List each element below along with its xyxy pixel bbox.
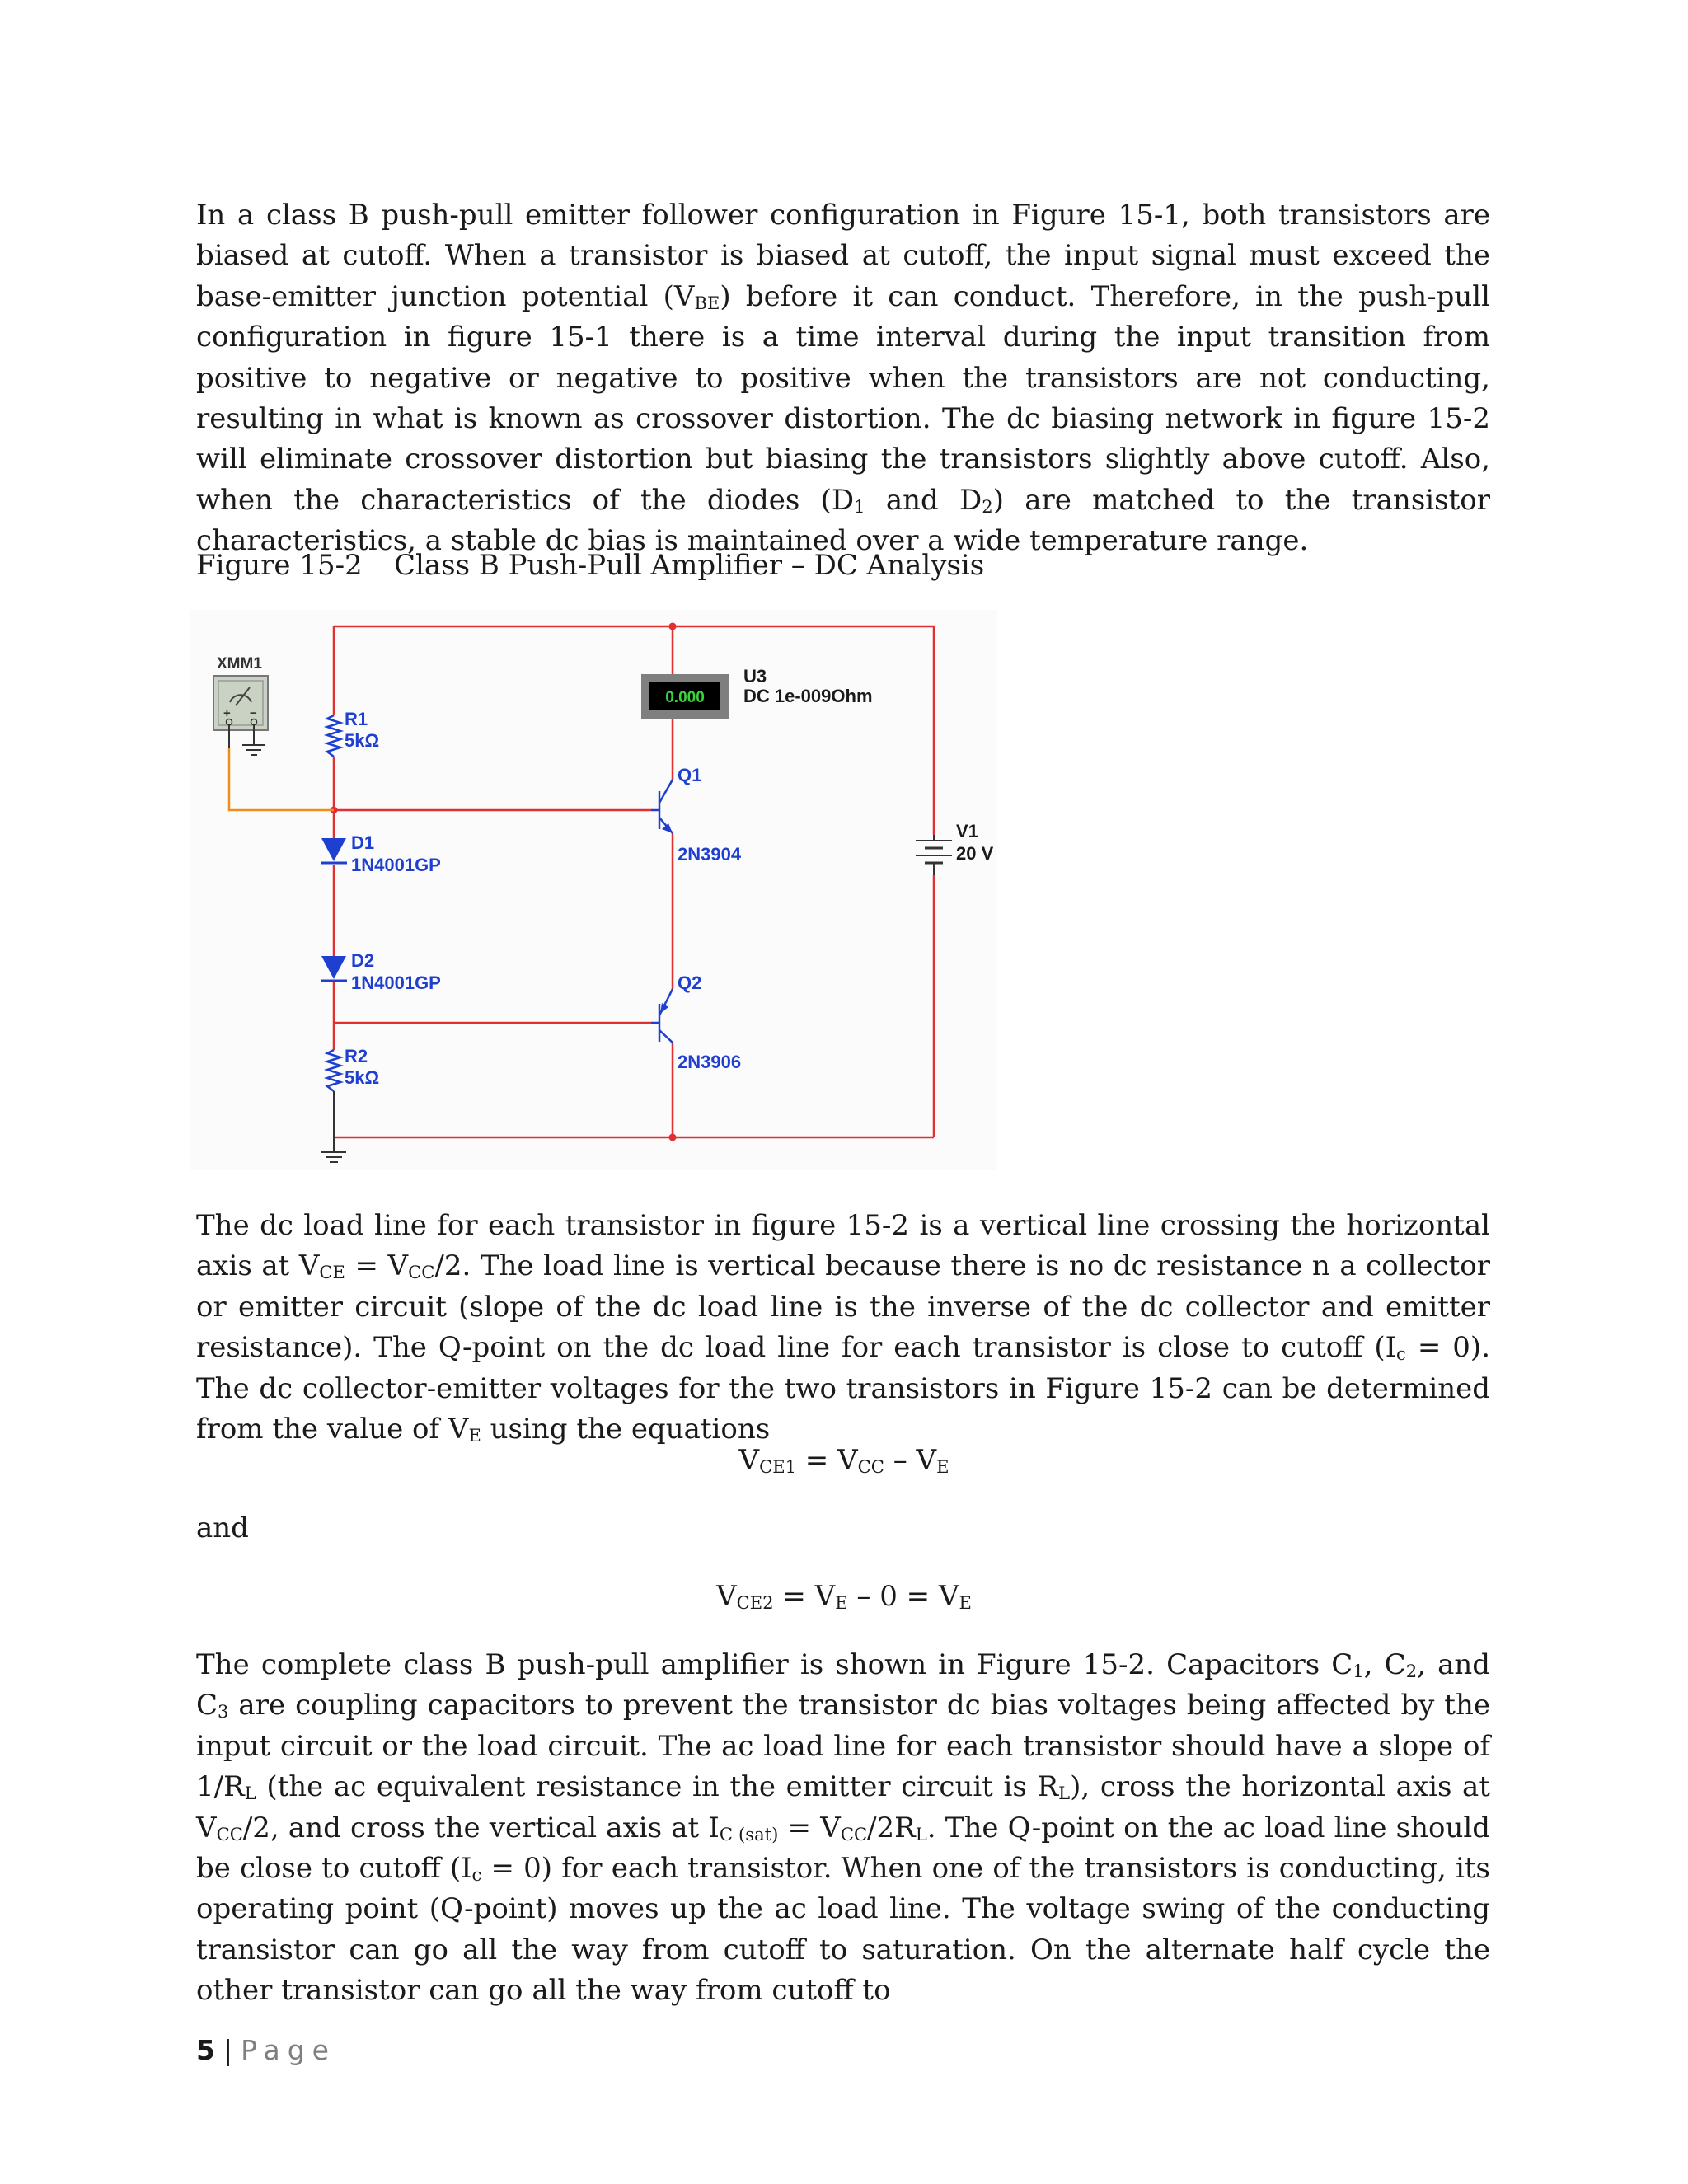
page-number: 5 [196, 2034, 215, 2066]
r2-name: R2 [345, 1046, 368, 1066]
and-text: and [196, 1511, 249, 1544]
multimeter-plus: + [223, 706, 231, 720]
page-footer [196, 2032, 336, 2069]
figure-title: Class B Push-Pull Amplifier – DC Analysis [394, 549, 985, 582]
multimeter-label: XMM1 [217, 655, 262, 673]
r1-value: 5kΩ [345, 730, 380, 751]
intro-paragraph: In a class B push-pull emitter follower configuration in Figure 15-1, both transistors are biased at cutoff. When a transistor is biased at cutoff, the input signal must exceed the base-emitter junction potential $(V_{BE})$ before it can conduct. Therefore, in the push-pull configuration in figure 15-1 there is a time interval during the input transition from positive to negative or negative to positive when the transistors are not conducting, resulting in what is known as crossover distortion. The dc biasing network in figure 15-2 will eliminate crossover distortion but biasing the transistors slightly above cutoff. Also, when the characteristics of the diodes ($D_1$ and $D_2$) are matched to the transistor characteristics, a stable dc bias is maintained over a wide temperature range. [196, 199, 1490, 558]
ammeter-spec: DC 1e-009Ohm [743, 686, 873, 706]
d1-name: D1 [351, 832, 375, 853]
equation-vce2: $V_{CE2} = V_E - 0 = V_E$ [716, 1580, 972, 1613]
schematic-background [190, 610, 997, 1170]
ammeter-name: U3 [743, 666, 767, 687]
d1-model: 1N4001GP [351, 855, 441, 875]
q2-model: 2N3906 [678, 1052, 742, 1072]
q2-name: Q2 [678, 972, 702, 993]
footer-separator: | [223, 2034, 233, 2066]
q1-name: Q1 [678, 765, 702, 785]
q1-model: 2N3904 [678, 844, 742, 865]
figure-number: Figure 15-2 [196, 549, 363, 582]
v1-name: V1 [956, 821, 978, 841]
multimeter[interactable] [213, 676, 268, 730]
d2-name: D2 [351, 950, 375, 971]
equation-vce1: $V_{CE1} = V_{CC} - V_E$ [738, 1444, 950, 1477]
ammeter-reading: 0.000 [665, 689, 705, 706]
page-word: Page [241, 2034, 336, 2066]
dc-load-line-paragraph: The dc load line for each transistor in figure 15-2 is a vertical line crossing the horizontal axis at $V_{CE} = V_{CC}/2$. The load line is vertical because there is no dc resistance n a collector or emitter circuit (slope of the dc load line is the inverse of the dc collector and emitter resistance). The Q-point on the dc load line for each transistor is close to cutoff $(I_c = 0)$. The dc collector-emitter voltages for the two transistors in Figure 15-2 can be determined from the value of $V_E$ using the equations [196, 1209, 1491, 1446]
d2-model: 1N4001GP [351, 972, 441, 993]
amplifier-paragraph: The complete class B push-pull amplifier is shown in Figure 15-2. Capacitors $C_1$, $C_2$, and $C_3$ are coupling capacitors to prevent the transistor dc bias voltages being affected by the input circuit or the load circuit. The ac load line for each transistor should have a slope of $1/R_L$ (the ac equivalent resistance in the emitter circuit is $R_L$), cross the horizontal axis at $V_{CC}/2$, and cross the vertical axis at $I_{C (sat)} = V_{CC}/2R_L$. The Q-point on the ac load line should be close to cutoff $(I_c = 0)$ for each transistor. When one of the transistors is conducting, its operating point (Q-point) moves up the ac load line. The voltage swing of the conducting transistor can go all the way from cutoff to saturation. On the alternate half cycle the other transistor can go all the way from cutoff to [196, 1648, 1490, 2008]
multimeter-minus: − [250, 706, 257, 720]
r1-name: R1 [345, 709, 368, 729]
v1-value: 20 V [956, 843, 994, 864]
r2-value: 5kΩ [345, 1067, 380, 1088]
